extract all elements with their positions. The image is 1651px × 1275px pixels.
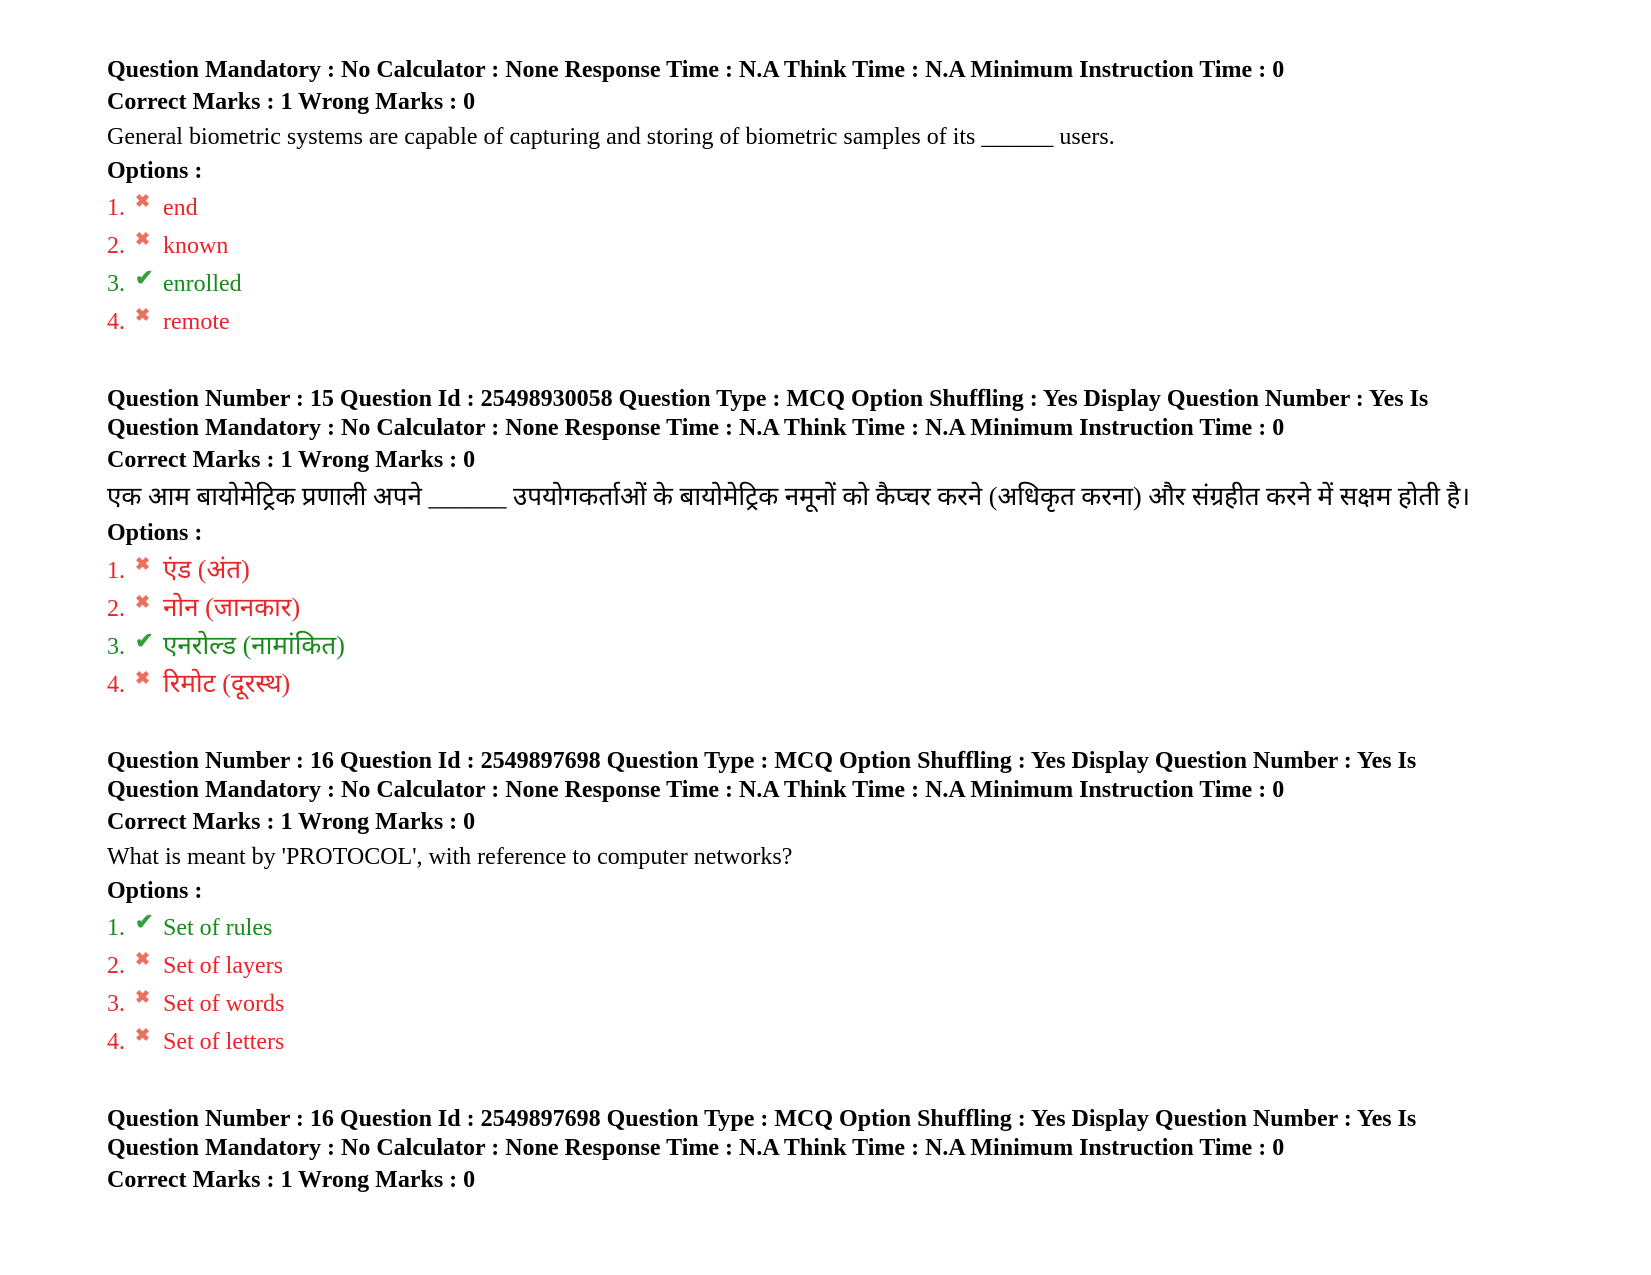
question-meta-line-2: Question Mandatory : No Calculator : None Response Time : N.A Think Time : N.A Minimum Instruction Time : 0 [107, 57, 1285, 83]
question-text: What is meant by 'PROTOCOL', with reference to computer networks? [107, 844, 793, 870]
option-text: enrolled [163, 271, 242, 297]
option-text: रिमोट (दूरस्थ) [163, 669, 291, 698]
options-label: Options : [107, 158, 203, 184]
option-4 [107, 303, 1637, 341]
question-meta-line-2: Question Mandatory : No Calculator : None Response Time : N.A Think Time : N.A Minimum Instruction Time : 0 [107, 415, 1285, 441]
question-block-15 [107, 385, 1637, 703]
option-text: Set of layers [163, 953, 283, 979]
option-number: 4. [107, 672, 125, 698]
cross-icon: ✖ [135, 949, 151, 969]
option-number: 1. [107, 195, 125, 221]
option-text: known [163, 233, 229, 259]
options-label: Options : [107, 520, 203, 546]
cross-icon: ✖ [135, 987, 151, 1007]
option-number: 2. [107, 596, 125, 622]
question-marks: Correct Marks : 1 Wrong Marks : 0 [107, 447, 476, 473]
option-number: 4. [107, 309, 125, 335]
option-number: 2. [107, 953, 125, 979]
option-text: remote [163, 309, 230, 335]
cross-icon: ✖ [135, 229, 151, 249]
option-4 [107, 665, 1637, 703]
option-1 [107, 909, 1637, 947]
question-paper-page [107, 56, 1637, 1198]
options-label: Options : [107, 878, 203, 904]
cross-icon: ✖ [135, 668, 151, 688]
option-number: 4. [107, 1029, 125, 1055]
question-text: एक आम बायोमेट्रिक प्रणाली अपने ______ उपयोगकर्ताओं के बायोमेट्रिक नमूनों को कैप्चर करने (अधिकृत करना) और संग्रहीत करने में सक्षम होती है। [107, 482, 1471, 511]
question-meta-line-2: Question Mandatory : No Calculator : None Response Time : N.A Think Time : N.A Minimum Instruction Time : 0 [107, 1135, 1285, 1161]
question-block-14 [107, 56, 1637, 341]
option-text: end [163, 195, 198, 221]
option-text: Set of words [163, 991, 285, 1017]
question-marks: Correct Marks : 1 Wrong Marks : 0 [107, 89, 476, 115]
cross-icon: ✖ [135, 1025, 151, 1045]
option-number: 1. [107, 915, 125, 941]
check-icon: ✔ [135, 265, 154, 290]
option-3 [107, 627, 1637, 665]
question-marks: Correct Marks : 1 Wrong Marks : 0 [107, 809, 476, 835]
option-number: 2. [107, 233, 125, 259]
question-meta-line-1: Question Number : 16 Question Id : 2549897698 Question Type : MCQ Option Shuffling : Yes Display Question Number : Yes Is [107, 1106, 1417, 1132]
option-4 [107, 1023, 1637, 1061]
question-meta-line-1: Question Number : 16 Question Id : 2549897698 Question Type : MCQ Option Shuffling : Yes Display Question Number : Yes Is [107, 748, 1417, 774]
option-number: 3. [107, 991, 125, 1017]
option-number: 3. [107, 634, 125, 660]
option-text: एंड (अंत) [163, 555, 250, 584]
question-meta-line-2: Question Mandatory : No Calculator : None Response Time : N.A Think Time : N.A Minimum Instruction Time : 0 [107, 777, 1285, 803]
option-text: नोन (जानकार) [163, 593, 301, 622]
option-number: 3. [107, 271, 125, 297]
option-text: एनरोल्ड (नामांकित) [163, 631, 345, 660]
option-3 [107, 985, 1637, 1023]
option-1 [107, 551, 1637, 589]
question-marks: Correct Marks : 1 Wrong Marks : 0 [107, 1167, 476, 1193]
option-2 [107, 227, 1637, 265]
option-number: 1. [107, 558, 125, 584]
cross-icon: ✖ [135, 554, 151, 574]
question-meta-line-1: Question Number : 15 Question Id : 25498930058 Question Type : MCQ Option Shuffling : Yes Display Question Number : Yes Is [107, 386, 1429, 412]
option-text: Set of letters [163, 1029, 285, 1055]
question-block-16-repeat [107, 1105, 1637, 1198]
question-block-16 [107, 747, 1637, 1061]
cross-icon: ✖ [135, 191, 151, 211]
cross-icon: ✖ [135, 305, 151, 325]
check-icon: ✔ [135, 909, 154, 934]
option-1 [107, 189, 1637, 227]
question-text: General biometric systems are capable of capturing and storing of biometric samples of its ______ users. [107, 124, 1115, 150]
cross-icon: ✖ [135, 592, 151, 612]
option-3 [107, 265, 1637, 303]
option-text: Set of rules [163, 915, 273, 941]
option-2 [107, 589, 1637, 627]
option-2 [107, 947, 1637, 985]
check-icon: ✔ [135, 628, 154, 653]
